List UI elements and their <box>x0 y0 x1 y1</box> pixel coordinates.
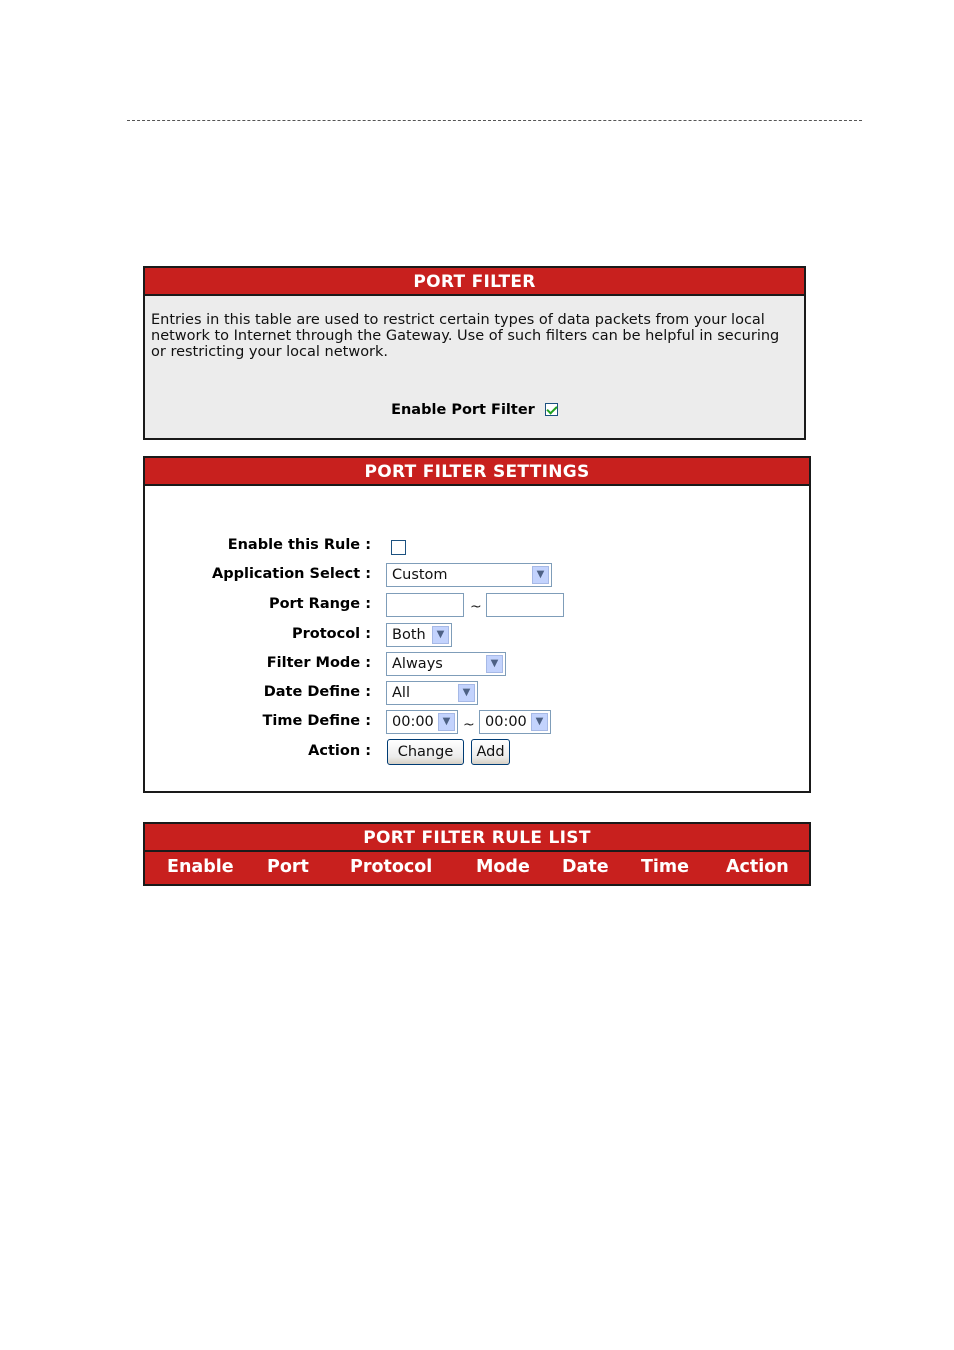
add-button[interactable]: Add <box>471 739 510 765</box>
port-filter-panel <box>143 266 806 440</box>
change-button[interactable]: Change <box>387 739 464 765</box>
column-header-port: Port <box>267 857 309 877</box>
enable-port-filter-label: Enable Port Filter <box>391 402 535 418</box>
port-range-from-input[interactable] <box>386 593 464 617</box>
port-filter-description: Entries in this table are used to restrict certain types of data packets from your local network to Internet through the Gateway. Use of such filters can be helpful in securing or restricting your local network. <box>151 312 780 360</box>
port-filter-settings-title: PORT FILTER SETTINGS <box>145 458 809 486</box>
time-define-label: Time Define : <box>262 713 371 729</box>
time-range-separator: ~ <box>463 717 475 733</box>
action-label: Action : <box>308 743 371 759</box>
enable-port-filter-checkbox[interactable] <box>545 403 558 416</box>
time-from-select[interactable] <box>386 710 458 734</box>
rule-list-title: PORT FILTER RULE LIST <box>145 824 809 852</box>
column-header-mode: Mode <box>476 857 530 877</box>
chevron-down-icon[interactable]: ▼ <box>432 626 449 644</box>
column-header-enable: Enable <box>167 857 234 877</box>
protocol-select[interactable] <box>386 623 452 647</box>
enable-rule-label: Enable this Rule : <box>227 537 371 553</box>
column-header-time: Time <box>641 857 690 877</box>
date-define-select-value: All <box>392 685 410 701</box>
application-select[interactable] <box>386 563 552 587</box>
date-define-label: Date Define : <box>263 684 371 700</box>
filter-mode-label: Filter Mode : <box>266 655 371 671</box>
column-header-date: Date <box>562 857 609 877</box>
enable-rule-checkbox[interactable] <box>391 540 406 555</box>
time-to-value: 00:00 <box>485 714 527 730</box>
chevron-down-icon[interactable]: ▼ <box>486 655 503 673</box>
chevron-down-icon[interactable]: ▼ <box>458 684 475 702</box>
date-define-select[interactable] <box>386 681 478 705</box>
filter-mode-select-value: Always <box>392 656 443 672</box>
protocol-select-value: Both <box>392 627 426 643</box>
top-divider <box>127 120 862 121</box>
chevron-down-icon[interactable]: ▼ <box>531 713 548 731</box>
application-select-value: Custom <box>392 567 448 583</box>
column-header-protocol: Protocol <box>350 857 433 877</box>
port-filter-title: PORT FILTER <box>145 268 804 296</box>
application-select-label: Application Select : <box>212 566 371 582</box>
column-header-action: Action <box>726 857 789 877</box>
filter-mode-select[interactable] <box>386 652 506 676</box>
chevron-down-icon[interactable]: ▼ <box>438 713 455 731</box>
port-range-to-input[interactable] <box>486 593 564 617</box>
enable-port-filter-row <box>145 402 804 418</box>
port-range-separator: ~ <box>470 599 482 615</box>
protocol-label: Protocol : <box>291 626 371 642</box>
chevron-down-icon[interactable]: ▼ <box>532 566 549 584</box>
port-range-label: Port Range : <box>268 596 371 612</box>
time-from-value: 00:00 <box>392 714 434 730</box>
port-filter-settings-panel <box>143 456 811 793</box>
port-filter-rule-list-panel <box>143 822 811 886</box>
time-to-select[interactable] <box>479 710 551 734</box>
rule-list-header-row <box>145 852 809 884</box>
